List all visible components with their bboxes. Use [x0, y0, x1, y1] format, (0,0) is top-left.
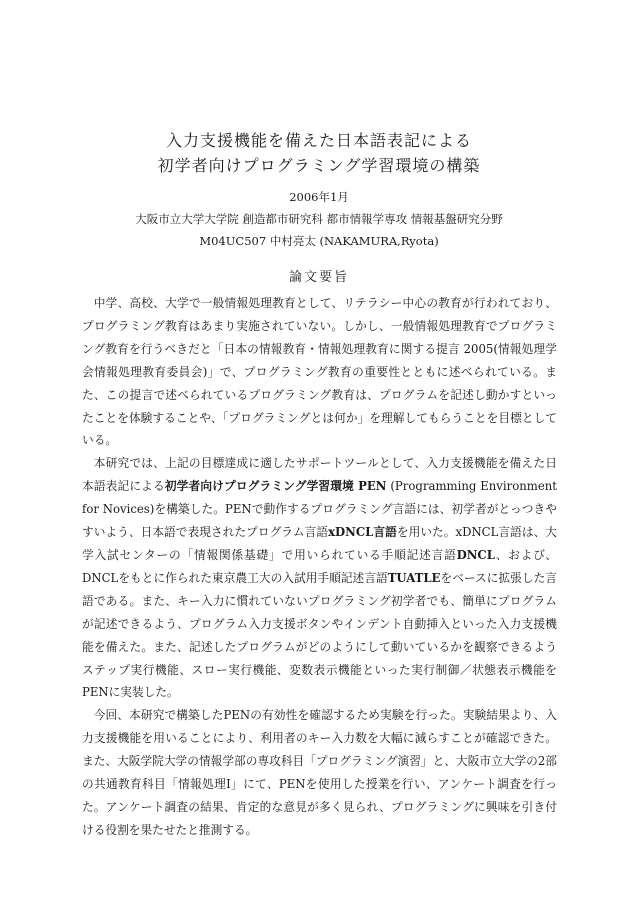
- bold-term-tuatle: TUATLE: [387, 570, 441, 585]
- paragraph-2-text: を用いた。xDNCL言語は、大学入試センターの「情報関係基礎」で用いられている手順記述言語: [82, 525, 557, 562]
- bold-term-pen: 初学者向けプログラミング学習環境 PEN: [164, 479, 387, 494]
- date: 2006年1月: [289, 190, 349, 204]
- paragraph-2-text: 本研究では、上記の目標達成に適したサポートツールとして、入力支援機能を備えた日本語表記による: [82, 456, 557, 494]
- abstract-body: [82, 292, 557, 842]
- paragraph-2-text: をベースに拡張した言語である。また、キー入力に慣れていないプログラミング初学者でも、簡単にプログラムが記述できるよう、プログラム入力支援ボタンやインデント自動挿入といった入力支援機能を備えた。また、記述したプログラムがどのようにして動いているかを観察できるようステップ実行機能、スロー実行機能、変数表示機能といった実行制御／状態表示機能をPENに実装した。: [82, 570, 557, 700]
- affiliation: 大阪市立大学大学院 創造都市研究科 都市情報学専攻 情報基盤研究分野: [135, 212, 503, 226]
- title-line-1: 入力支援機能を備えた日本語表記による: [165, 131, 472, 150]
- paragraph-2-text: 、および、DNCLをもとに作られた東京農工大の入試用手順記述言語: [82, 547, 557, 585]
- title-line-2: 初学者向けプログラミング学習環境の構築: [157, 156, 481, 175]
- abstract-heading: 論文要旨: [288, 270, 349, 285]
- paragraph-2-text: (Programming Environment for Novices)を構築した。PENで動作するプログラミング言語には、初学者がとっつきやすいよう、日本語で表現されたプログラム言語: [82, 479, 557, 540]
- paragraph-2: [82, 452, 557, 704]
- bold-term-dncl: DNCL: [456, 547, 495, 562]
- paragraph-1: 中学、高校、大学で一般情報処理教育として、リテラシー中心の教育が行われており、プログラミング教育はあまり実施されていない。しかし、一般情報処理教育でプログラミング教育を行うべきだと「日本の情報教育・情報処理教育に関する提言 2005(情報処理学会情報処理教育委員会)」で、プログラミング教育の重要性とともに述べられている。また、この提言で述べられているプログラミング教育は、プログラムを記述し動かすといったことを体験することや、「プログラミングとは何か」を理解してもらうことを目標としている。: [82, 296, 557, 448]
- meta-block: [0, 186, 638, 252]
- bold-term-xdncl: xDNCL言語: [328, 525, 397, 540]
- paragraph-3: 今回、本研究で構築したPENの有効性を確認するため実験を行った。実験結果より、入力支援機能を用いることにより、利用者のキー入力数を大幅に減らすことが確認できた。また、大阪学院大学の情報学部の専攻科目「プログラミング演習」と、大阪市立大学の2部の共通教育科目「情報処理I」にて、PENを使用した授業を行い、アンケート調査を行った。アンケート調査の結果、肯定的な意見が多く見られ、プログラミングに興味を引き付ける役割を果たせたと推測する。: [82, 708, 557, 837]
- author: M04UC507 中村亮太 (NAKAMURA,Ryota): [199, 234, 439, 248]
- title-block: [0, 128, 638, 178]
